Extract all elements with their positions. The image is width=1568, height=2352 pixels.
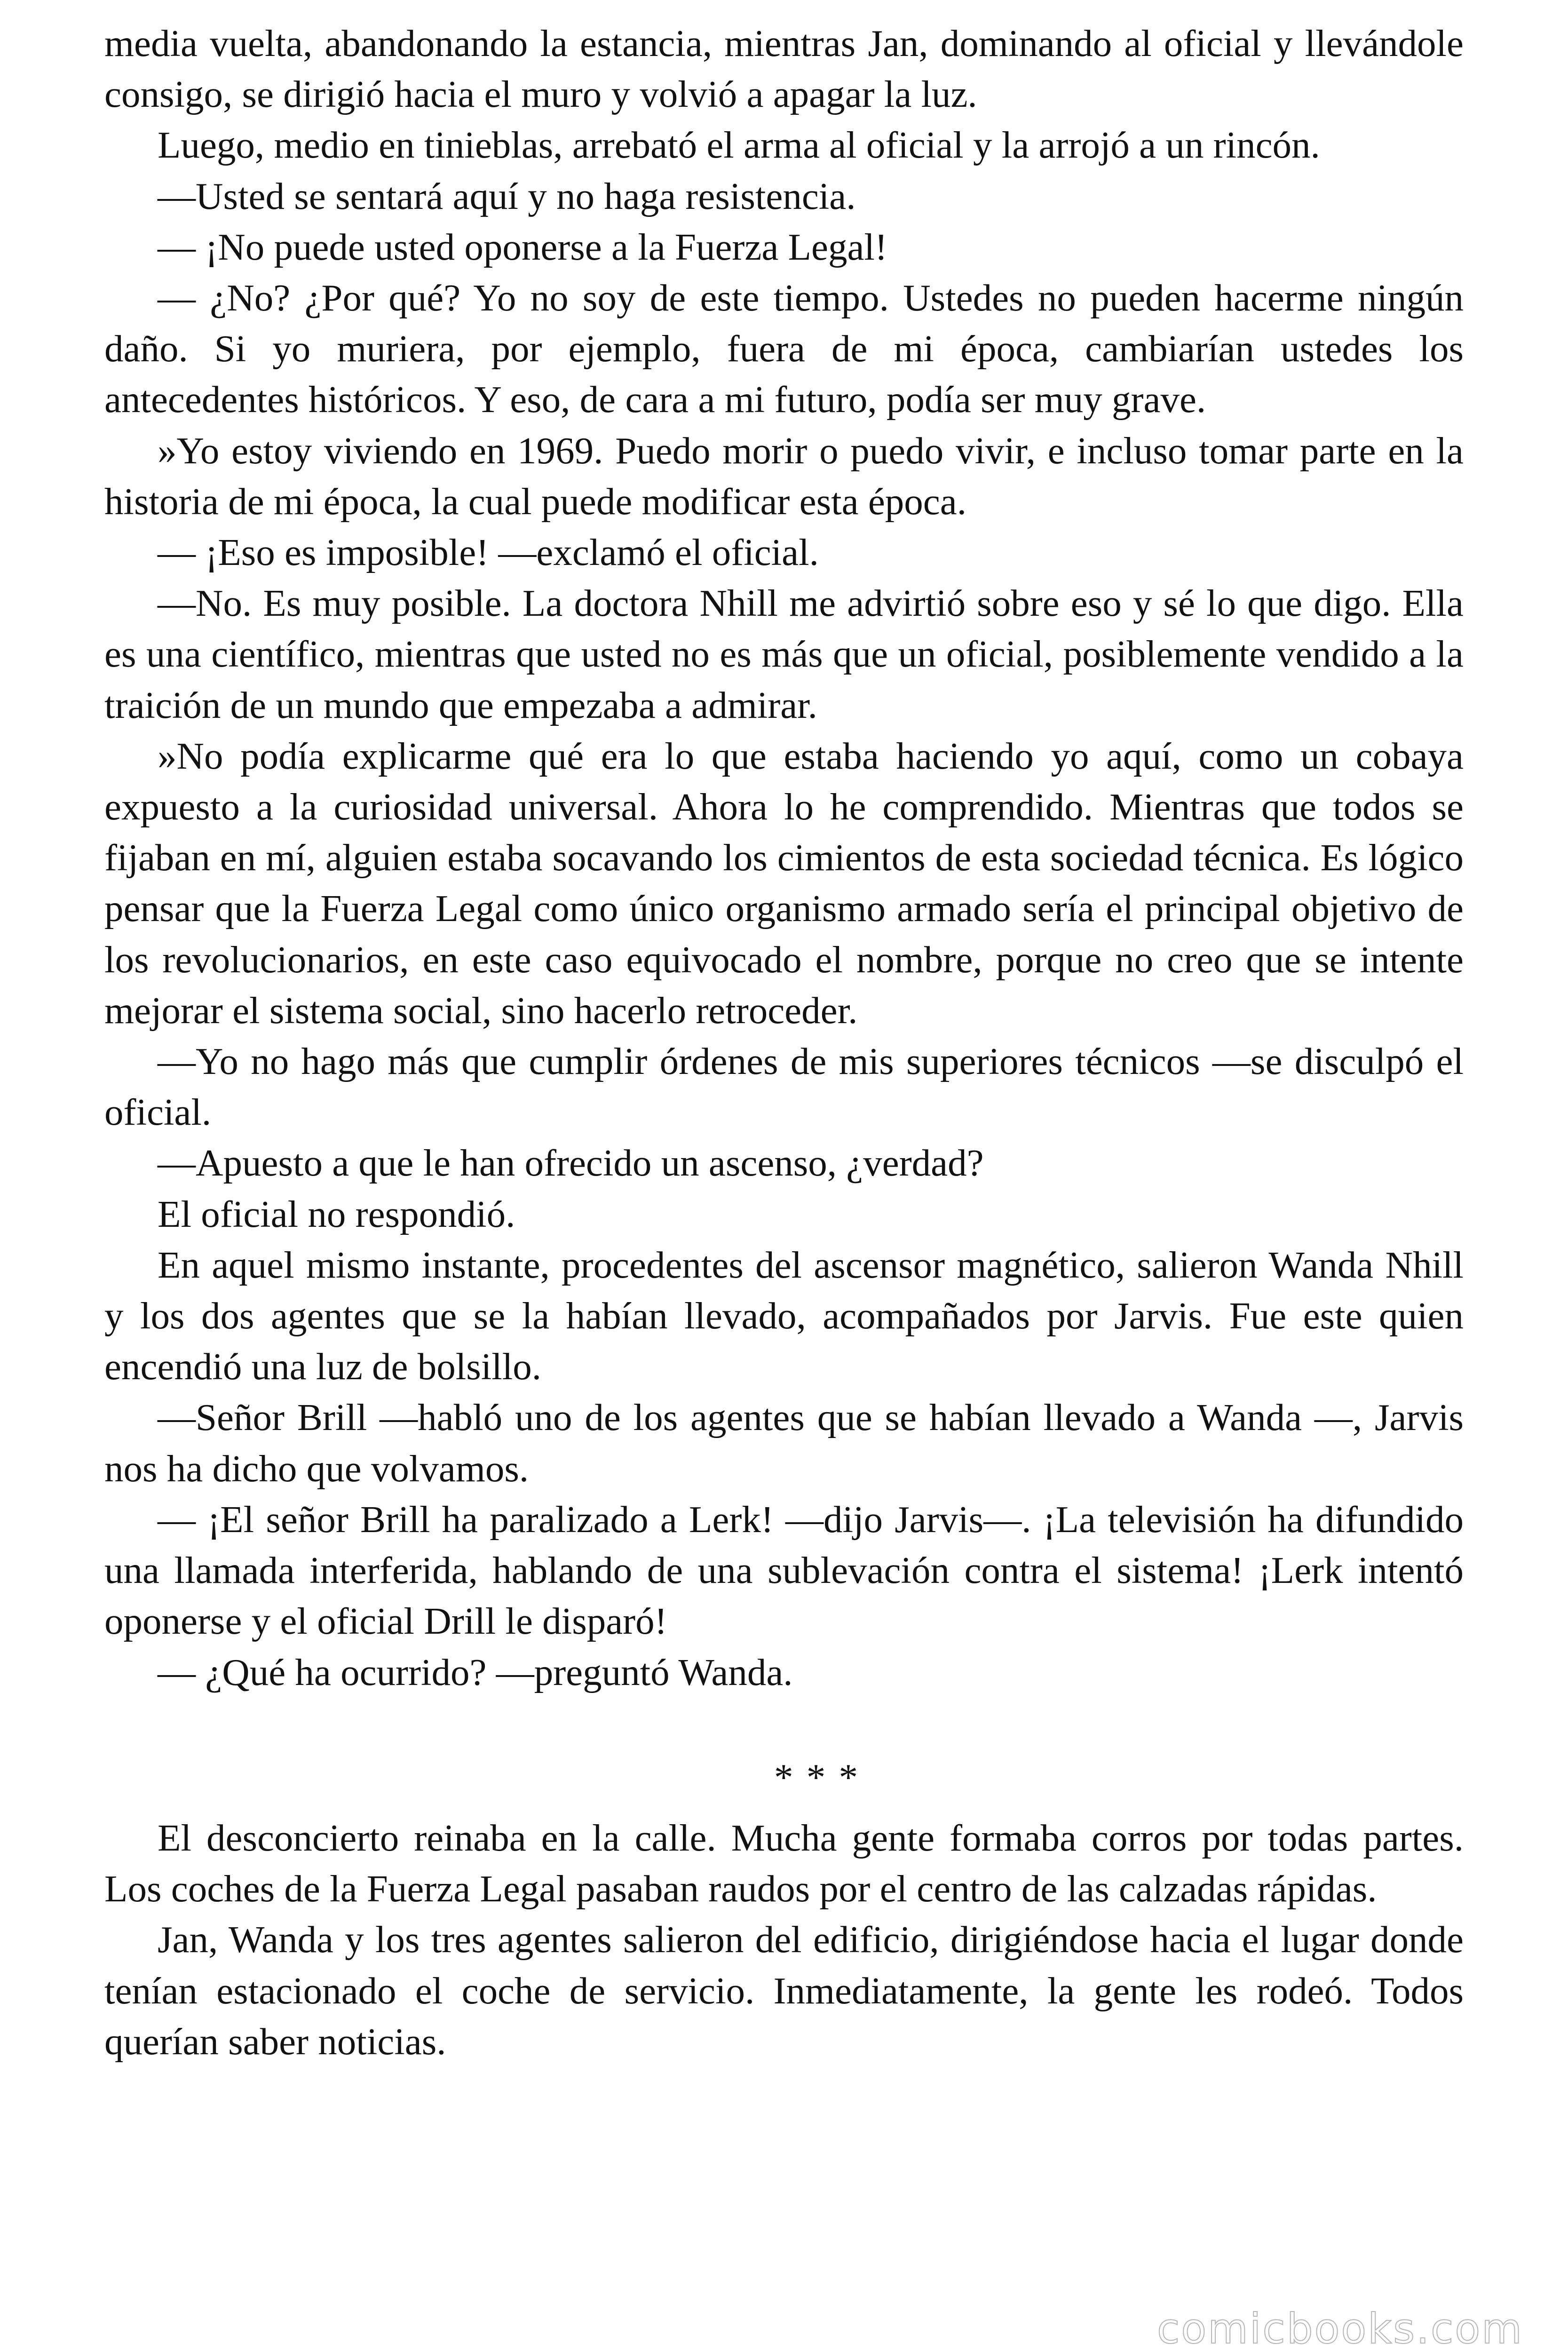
- dialogue-line: »No podía explicarme qué era lo que estaba haciendo yo aquí, como un cobaya expuesto a la curiosidad universal. Ahora lo he comprendido. Mientras que todos se fijaban en mí, alguien estaba socavando los cimientos de esta sociedad técnica. Es lógico pensar que la Fuerza Legal como único organismo armado sería el principal objetivo de los revolucionarios, en este caso equivocado el nombre, porque no creo que se intente mejorar el sistema social, sino hacerlo retroceder.: [104, 734, 1464, 1032]
- paragraph: Luego, medio en tinieblas, arrebató el arma al oficial y la arrojó a un rincón.: [158, 124, 1320, 167]
- dialogue-line: —Apuesto a que le han ofrecido un ascenso, ¿verdad?: [158, 1142, 984, 1184]
- paragraph: El oficial no respondió.: [158, 1192, 515, 1235]
- dialogue-line: »Yo estoy viviendo en 1969. Puedo morir o puedo vivir, e incluso tomar parte en la historia de mi época, la cual puede modificar esta época.: [104, 429, 1464, 523]
- paragraph: En aquel mismo instante, procedentes del ascensor magnético, salieron Wanda Nhill y los dos agentes que se la habían llevado, acompañados por Jarvis. Fue este quien encendió una luz de bolsillo.: [104, 1243, 1464, 1388]
- dialogue-line: — ¿Qué ha ocurrido? —preguntó Wanda.: [158, 1651, 793, 1693]
- dialogue-line: —Yo no hago más que cumplir órdenes de mis superiores técnicos —se disculpó el oficial.: [104, 1040, 1464, 1134]
- dialogue-line: —Señor Brill —habló uno de los agentes que se habían llevado a Wanda —, Jarvis nos ha dicho que volvamos.: [104, 1396, 1464, 1490]
- dialogue-line: — ¡No puede usted oponerse a la Fuerza Legal!: [158, 225, 887, 268]
- watermark-logo: comicbooks.com: [1156, 2304, 1523, 2352]
- paragraph: Jan, Wanda y los tres agentes salieron del edificio, dirigiéndose hacia el lugar donde tenían estacionado el coche de servicio. Inmediatamente, la gente les rodeó. Todos querían saber noticias.: [104, 1918, 1464, 2063]
- section-separator: * * *: [774, 1756, 860, 1798]
- dialogue-line: —No. Es muy posible. La doctora Nhill me advirtió sobre eso y sé lo que digo. Ella es una científico, mientras que usted no es más que un oficial, posiblemente vendido a la traición de un mundo que empezaba a admirar.: [104, 582, 1464, 726]
- paragraph: El desconcierto reinaba en la calle. Mucha gente formaba corros por todas partes. Los coches de la Fuerza Legal pasaban raudos por el centro de las calzadas rápidas.: [104, 1816, 1464, 1910]
- dialogue-line: — ¡El señor Brill ha paralizado a Lerk! —dijo Jarvis—. ¡La televisión ha difundido una llamada interferida, hablando de una sublevación contra el sistema! ¡Lerk intentó oponerse y el oficial Drill le disparó!: [104, 1498, 1464, 1643]
- dialogue-line: — ¿No? ¿Por qué? Yo no soy de este tiempo. Ustedes no pueden hacerme ningún daño. Si yo muriera, por ejemplo, fuera de mi época, cambiarían ustedes los antecedentes históricos. Y eso, de cara a mi futuro, podía ser muy grave.: [104, 277, 1464, 421]
- dialogue-line: — ¡Eso es imposible! —exclamó el oficial.: [158, 531, 819, 574]
- paragraph-continuation: media vuelta, abandonando la estancia, mientras Jan, dominando al oficial y llevándole consigo, se dirigió hacia el muro y volvió a apagar la luz.: [104, 22, 1464, 116]
- body-text: [104, 18, 1464, 2067]
- dialogue-line: —Usted se sentará aquí y no haga resistencia.: [158, 175, 856, 217]
